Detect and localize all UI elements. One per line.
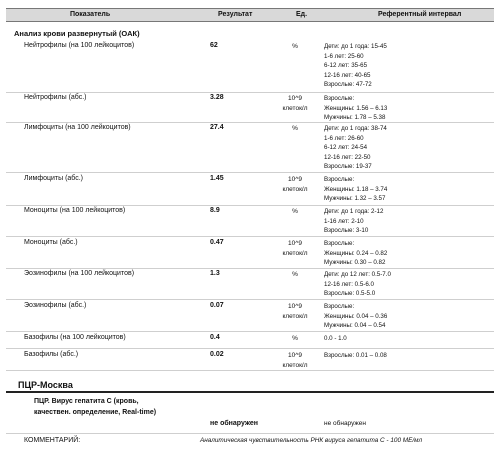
row-result: 1.45 — [210, 175, 224, 182]
row-result: 27.4 — [210, 124, 224, 131]
row-unit: 10^9 клеток/л — [282, 352, 308, 369]
row-divider — [6, 172, 494, 173]
row-reference: Взрослые: Женщины: 1.56 – 6.13 Мужчины: 1.78 – 5.38 — [324, 95, 388, 122]
row-indicator-name: Базофилы (на 100 лейкоцитов) — [24, 334, 126, 341]
row-indicator-name: Моноциты (на 100 лейкоцитов) — [24, 207, 126, 214]
row-divider — [6, 122, 494, 123]
pcr-divider — [6, 391, 494, 393]
row-result: 0.02 — [210, 351, 224, 358]
row-result: 62 — [210, 42, 218, 49]
row-indicator-name: Нейтрофилы (на 100 лейкоцитов) — [24, 42, 135, 49]
row-unit: % — [292, 335, 298, 342]
row-unit: 10^9 клеток/л — [282, 303, 308, 320]
row-indicator-name: Моноциты (абс.) — [24, 239, 78, 246]
row-unit: 10^9 клеток/л — [282, 176, 308, 193]
row-unit: % — [292, 271, 298, 278]
section-title: Анализ крови развернутый (ОАК) — [14, 29, 140, 38]
row-result: 8.9 — [210, 207, 220, 214]
row-unit: 10^9 клеток/л — [282, 240, 308, 257]
pcr-section-title: ПЦР-Москва — [18, 380, 73, 390]
row-reference: Дети: до 1 года: 38-74 1-6 лет: 26-60 6-12 лет: 24-54 12-16 лет: 22-50 Взрослые: 19-37 — [324, 125, 387, 171]
row-unit: % — [292, 43, 298, 50]
row-reference: Взрослые: Женщины: 0.24 – 0.82 Мужчины: 0.30 – 0.82 — [324, 240, 388, 267]
header-unit: Ед. — [296, 11, 308, 18]
row-result: 0.07 — [210, 302, 224, 309]
row-divider — [6, 370, 494, 371]
row-divider — [6, 205, 494, 206]
comment-label: КОММЕНТАРИЙ: — [24, 437, 81, 444]
row-divider — [6, 268, 494, 269]
row-result: 0.4 — [210, 334, 220, 341]
table-header — [6, 8, 494, 22]
pcr-test-name: ПЦР. Вирус гепатита С (кровь, качествен. определение, Real-time) — [34, 398, 157, 416]
row-indicator-name: Эозинофилы (абс.) — [24, 302, 87, 309]
row-reference: Взрослые: 0.01 – 0.08 — [324, 352, 387, 359]
row-indicator-name: Эозинофилы (на 100 лейкоцитов) — [24, 270, 135, 277]
row-unit: % — [292, 125, 298, 132]
comment-divider — [6, 433, 494, 434]
row-unit: 10^9 клеток/л — [282, 95, 308, 112]
row-result: 1.3 — [210, 270, 220, 277]
row-result: 3.28 — [210, 94, 224, 101]
row-divider — [6, 331, 494, 332]
pcr-result: не обнаружен — [210, 420, 258, 427]
row-indicator-name: Базофилы (абс.) — [24, 351, 79, 358]
header-result: Результат — [218, 11, 253, 18]
row-unit: % — [292, 208, 298, 215]
row-divider — [6, 348, 494, 349]
row-reference: Дети: до 1 года: 15-45 1-6 лет: 25-60 6-12 лет: 35-65 12-16 лет: 40-65 Взрослые: 47-72 — [324, 43, 387, 89]
pcr-reference: не обнаружен — [324, 420, 366, 427]
row-reference: Взрослые: Женщины: 0.04 – 0.36 Мужчины: 0.04 – 0.54 — [324, 303, 388, 330]
row-result: 0.47 — [210, 239, 224, 246]
row-indicator-name: Нейтрофилы (абс.) — [24, 94, 87, 101]
row-reference: 0.0 - 1.0 — [324, 335, 347, 342]
comment-text: Аналитическая чувствительность РНК вируса гепатита С - 100 МЕ/мл — [200, 437, 423, 444]
row-divider — [6, 299, 494, 300]
row-indicator-name: Лимфоциты (на 100 лейкоцитов) — [24, 124, 131, 131]
header-indicator: Показатель — [70, 11, 111, 18]
row-reference: Дети: до 1 года: 2-12 1-16 лет: 2-10 Взрослые: 3-10 — [324, 208, 384, 235]
row-divider — [6, 92, 494, 93]
row-divider — [6, 236, 494, 237]
row-reference: Дети: до 12 лет: 0.5-7.0 12-16 лет: 0.5-6.0 Взрослые: 0.5-5.0 — [324, 271, 391, 298]
row-reference: Взрослые: Женщины: 1.18 – 3.74 Мужчины: 1.32 – 3.57 — [324, 176, 388, 203]
header-ref: Референтный интервал — [378, 11, 462, 18]
row-indicator-name: Лимфоциты (абс.) — [24, 175, 84, 182]
